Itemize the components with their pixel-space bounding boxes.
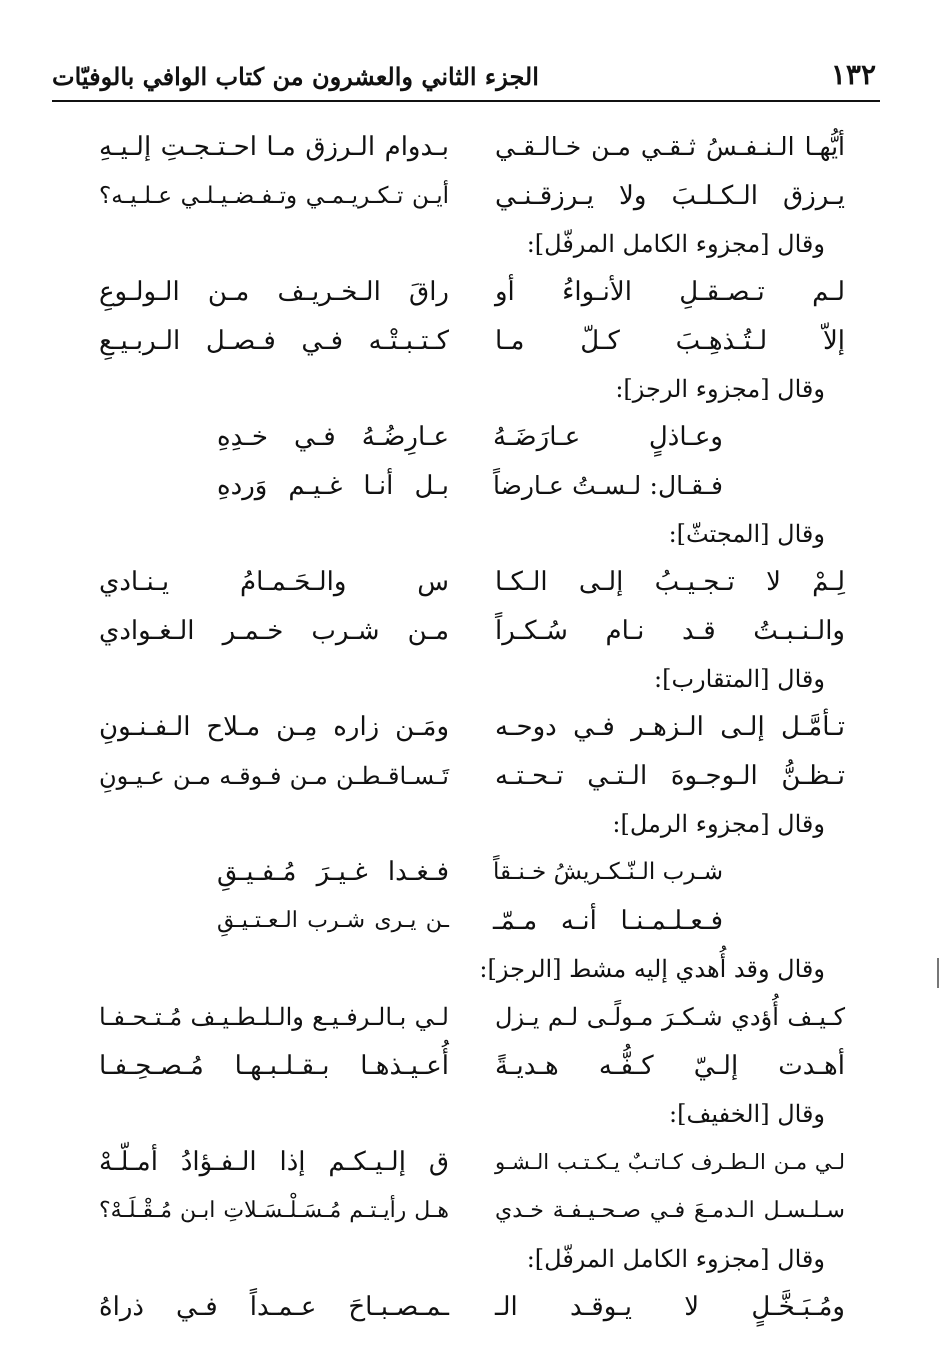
verse-line bbox=[0, 1287, 943, 1327]
verse-first-hemistich: لـم تـصـقـلِ الأنـواءُ أو bbox=[495, 277, 845, 307]
verse-line bbox=[0, 611, 943, 651]
verse-first-hemistich: فـقـال: لـسـتُ عـارضاً bbox=[493, 470, 723, 500]
verse-second-hemistich: أُعـيـذهـا بـقـلـبـهـا مُـصـحِـفـا bbox=[99, 1050, 449, 1081]
meter-heading: وقال [الخفيف]: bbox=[669, 1100, 825, 1128]
verse-line bbox=[0, 1046, 943, 1086]
page-number: ١٣٢ bbox=[830, 58, 876, 91]
running-header-title: الجزء الثاني والعشرون من كتاب الوافي بالوفيّات bbox=[52, 62, 539, 91]
meter-heading: وقال [مجزوء الكامل المرفّل]: bbox=[526, 1245, 825, 1273]
verse-first-hemistich: شـرب الـنّـكـريشُ خـنـقاً bbox=[493, 859, 723, 885]
page-header bbox=[52, 58, 880, 102]
verse-line bbox=[0, 1191, 943, 1231]
verse-second-hemistich: راقَ الـخـريـف مـن الـولـوعِ bbox=[99, 277, 449, 307]
meter-heading: وقال [مجزوء الرمل]: bbox=[612, 810, 825, 838]
verse-first-hemistich: تـأمَّـل إلـى الـزهـر فـي دوحـه bbox=[495, 712, 845, 742]
verse-line bbox=[0, 272, 943, 312]
meter-heading: وقال [مجزوء الكامل المرفّل]: bbox=[526, 230, 825, 258]
verse-first-hemistich: أهـدت إلـيّ كـفُّـه هـديـةً bbox=[495, 1050, 845, 1081]
verse-second-hemistich: لـي بـالـرفـيـع والـلـطـيـف مُـتـحـفـا bbox=[99, 1003, 449, 1031]
verse-second-hemistich: فـغـدا غـيـرَ مُـفـيـقِ bbox=[217, 857, 449, 887]
meter-heading: وقال وقد أُهدي إليه مشط [الرجز]: bbox=[479, 955, 825, 983]
verse-first-hemistich: كـيـف أُؤدي شـكـرَ مـولًـى لـم يـزل bbox=[495, 1003, 845, 1031]
verse-second-hemistich: ق إلـيـكـم إذا الـفـؤادُ أمـلّـهْ bbox=[99, 1147, 449, 1177]
verse-second-hemistich: كـتـبـتْـه فـي فـصـل الـربـيـعِ bbox=[99, 325, 449, 356]
verse-first-hemistich: ومُـبَـخَّـلٍ لا يـوقـد الـ bbox=[495, 1292, 845, 1322]
verse-second-hemistich: مـن شـرب خـمـر الـغـوادي bbox=[99, 615, 449, 646]
verse-first-hemistich: أيُّهـا الـنـفـسُ ثـقـي مـن خـالـقـي bbox=[495, 132, 845, 161]
verse-line bbox=[0, 1142, 943, 1182]
verse-line bbox=[0, 321, 943, 361]
meter-heading: وقال [المجتثّ]: bbox=[668, 520, 825, 548]
verse-first-hemistich: لِـمْ لا تـجـيـبُ إلـى الـكـا bbox=[495, 567, 845, 597]
verse-second-hemistich: بـدوام الـرزق مـا احـتـجـتِ إلـيـهِ bbox=[99, 132, 449, 162]
verse-line bbox=[0, 466, 943, 506]
verse-second-hemistich: تَـسـاقـطـن مـن فـوقـه مـن عـيـونِ bbox=[99, 761, 449, 790]
meter-heading: وقال [المتقارب]: bbox=[654, 665, 825, 693]
verse-second-hemistich: هـل رأيـتـم مُـسَـلْـسَـلاتِ ابـن مُـقْـلَـهْ؟ bbox=[99, 1197, 449, 1223]
verse-line bbox=[0, 997, 943, 1037]
verse-first-hemistich: والـنـبـتُ قـد نـام سُـكـراً bbox=[495, 615, 845, 646]
verse-second-hemistich: ـمـصـبـاحَ عـمـداً فـي ذراهُ bbox=[99, 1292, 449, 1322]
verse-line bbox=[0, 127, 943, 167]
verse-second-hemistich: س والـحَـمـامُ يـنـادي bbox=[99, 567, 449, 597]
verse-second-hemistich: ومَـن زاره مِـن مـلاح الـفـنـونِ bbox=[99, 712, 449, 742]
verse-line bbox=[0, 901, 943, 941]
verse-first-hemistich: وعـاذلٍ عـارَضَـهُ bbox=[493, 422, 723, 452]
verse-line bbox=[0, 756, 943, 796]
verse-line bbox=[0, 417, 943, 457]
verse-second-hemistich: أيـن تـكـريـمـي وتـفـضـيـلـي عـلـيـه؟ bbox=[99, 182, 449, 209]
verse-line bbox=[0, 176, 943, 216]
verse-line bbox=[0, 562, 943, 602]
verse-first-hemistich: سـلـسـل الـدمـعَ فـي صـحـيـفـة خـدي bbox=[495, 1197, 845, 1223]
scan-mark bbox=[937, 958, 939, 988]
verse-first-hemistich: يـرزق الـكـلـبَ ولا يـرزقـنـي bbox=[495, 180, 845, 211]
verse-second-hemistich: ـن يـرى شـرب الـعـتـيـقِ bbox=[217, 907, 449, 933]
verse-line bbox=[0, 852, 943, 892]
verse-line bbox=[0, 707, 943, 747]
meter-heading: وقال [مجزوء الرجز]: bbox=[615, 375, 825, 403]
verse-first-hemistich: تـظـنُّ الـوجـوهَ الـتـي تـحـتـه bbox=[495, 760, 845, 791]
verse-first-hemistich: إلاّ لـتُـذهِـبَ كـلّ مـا bbox=[495, 325, 845, 356]
verse-second-hemistich: بـل أنـا غـيـم وَردهِ bbox=[217, 470, 449, 501]
verse-first-hemistich: فـعـلـمـنـا أنـه مـمّـ bbox=[493, 905, 723, 936]
verse-first-hemistich: لـي مـن الـطـرف كـاتـبٌ يـكـتـب الـشـو bbox=[495, 1150, 845, 1174]
verse-second-hemistich: عـارِضُـهُ فـي خـدِهِ bbox=[217, 422, 449, 452]
